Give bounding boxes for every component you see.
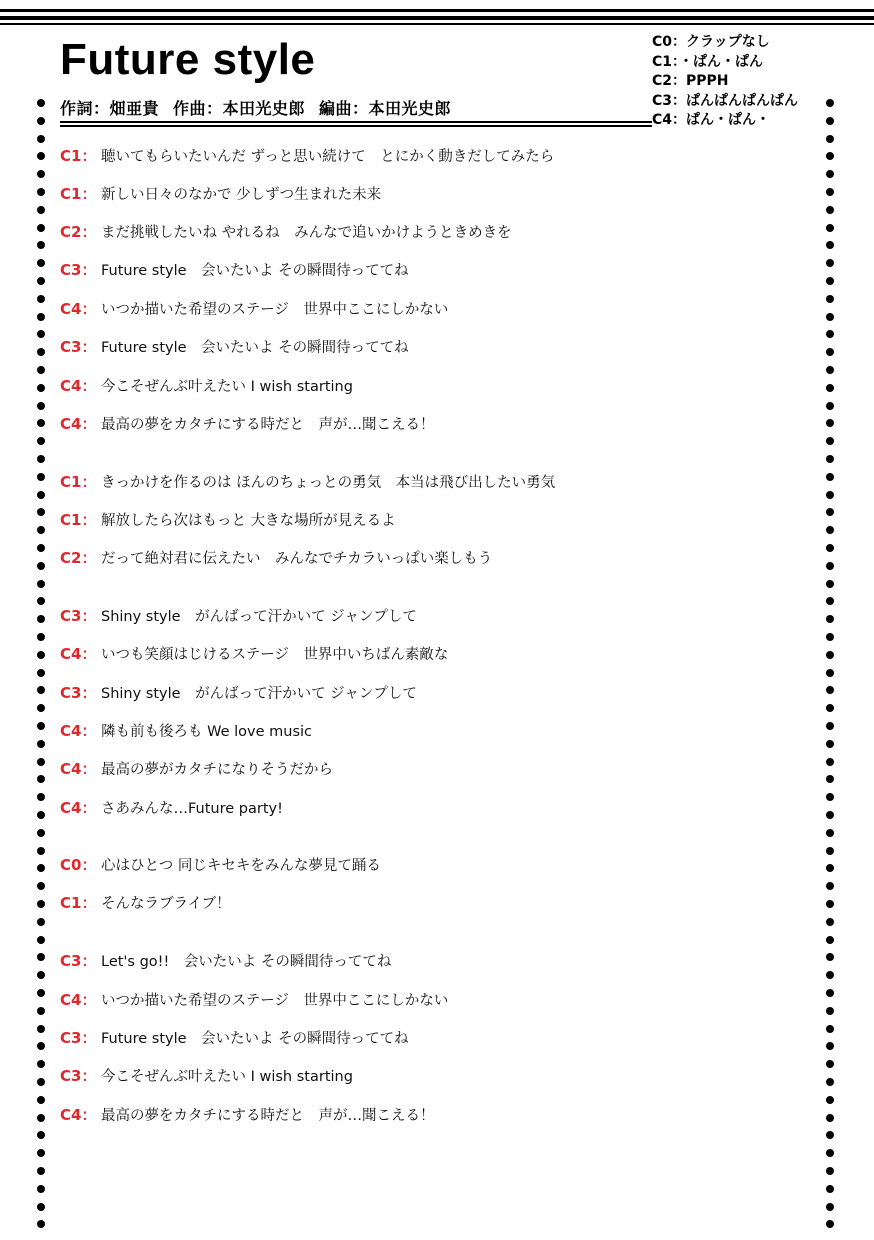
border-dot: [826, 1149, 834, 1157]
lyric-text: Future style 会いたいよ その瞬間待っててね: [101, 340, 409, 356]
lyric-text: きっかけを作るのは ほんのちょっとの勇気 本当は飛び出したい勇気: [101, 475, 556, 491]
border-dot: [826, 152, 834, 160]
border-dot: [37, 1149, 45, 1157]
border-dot: [826, 241, 834, 249]
border-dot: [37, 419, 45, 427]
border-dot: [826, 882, 834, 890]
border-dot: [37, 99, 45, 107]
lyric-line: [60, 719, 312, 743]
border-dot: [37, 669, 45, 677]
border-dot: [37, 241, 45, 249]
border-dot: [826, 989, 834, 997]
call-code: C3：: [60, 1067, 97, 1085]
call-code: C1：: [60, 185, 97, 203]
lyric-line: [60, 853, 381, 877]
call-code: C4：: [60, 1106, 97, 1124]
border-dot: [37, 758, 45, 766]
border-dot: [826, 1185, 834, 1193]
border-dot: [826, 206, 834, 214]
call-code: C3：: [60, 607, 97, 625]
border-dot: [37, 366, 45, 374]
border-dot: [826, 971, 834, 979]
lyric-text: 最高の夢をカタチにする時だと 声が…聞こえる！: [101, 417, 435, 433]
lyric-line: [60, 297, 448, 321]
border-dot: [826, 847, 834, 855]
border-dot: [37, 1220, 45, 1228]
lyric-text: いつか描いた希望のステージ 世界中ここにしかない: [101, 302, 449, 318]
border-dot: [826, 580, 834, 588]
call-code: C3：: [60, 952, 97, 970]
border-dot: [826, 1025, 834, 1033]
lyric-line: [60, 546, 492, 570]
lyric-text: 最高の夢がカタチになりそうだから: [101, 762, 333, 778]
call-code: C4：: [60, 645, 97, 663]
call-code: C1：: [60, 147, 97, 165]
border-dot: [826, 348, 834, 356]
border-dot: [37, 1167, 45, 1175]
call-code: C4：: [60, 377, 97, 395]
border-dot: [37, 918, 45, 926]
call-code: C1：: [60, 511, 97, 529]
border-dot: [826, 117, 834, 125]
border-dot: [37, 1131, 45, 1139]
lyric-line: [60, 1064, 353, 1088]
lyric-text: 新しい日々のなかで 少しずつ生まれた未来: [101, 187, 382, 203]
lyric-text: Let's go!! 会いたいよ その瞬間待っててね: [101, 954, 392, 970]
border-dot: [37, 152, 45, 160]
lyric-text: 今こそぜんぶ叶えたい I wish starting: [101, 1069, 353, 1085]
border-dot: [826, 1096, 834, 1104]
border-dot: [37, 1078, 45, 1086]
border-dot: [826, 811, 834, 819]
border-dot: [37, 953, 45, 961]
lyric-line: [60, 374, 353, 398]
border-dot: [826, 864, 834, 872]
call-code: C4：: [60, 415, 97, 433]
border-dot: [37, 829, 45, 837]
border-dot: [826, 900, 834, 908]
border-dot: [37, 989, 45, 997]
border-dot: [826, 829, 834, 837]
border-dot: [826, 330, 834, 338]
border-dot: [826, 277, 834, 285]
border-dot: [37, 882, 45, 890]
legend-item: C4：ぱん・ぱん・: [652, 112, 771, 128]
lyric-text: 心はひとつ 同じキセキをみんな夢見て踊る: [101, 858, 381, 874]
border-dot: [37, 384, 45, 392]
lyric-text: Future style 会いたいよ その瞬間待っててね: [101, 263, 409, 279]
border-dot: [826, 562, 834, 570]
lyric-text: Future style 会いたいよ その瞬間待っててね: [101, 1031, 409, 1047]
lyric-text: そんなラブライブ！: [101, 896, 231, 912]
border-dot: [37, 135, 45, 143]
border-dot: [826, 1203, 834, 1211]
call-code: C3：: [60, 684, 97, 702]
border-dot: [826, 918, 834, 926]
border-dot: [37, 491, 45, 499]
border-dot: [826, 936, 834, 944]
lyric-line: [60, 182, 381, 206]
border-dot: [37, 1185, 45, 1193]
border-dot: [37, 526, 45, 534]
border-dot: [826, 313, 834, 321]
lyric-text: 隣も前も後ろも We love music: [101, 724, 313, 740]
call-code: C4：: [60, 760, 97, 778]
border-dot: [826, 1131, 834, 1139]
border-dot: [37, 1114, 45, 1122]
song-title: Future style: [60, 35, 316, 84]
lyric-line: [60, 470, 555, 494]
border-dot: [826, 1114, 834, 1122]
border-dot: [37, 1096, 45, 1104]
border-dot: [37, 971, 45, 979]
arranger-credit: 編曲：本田光史郎: [319, 99, 452, 118]
border-dot: [826, 651, 834, 659]
border-dot: [37, 633, 45, 641]
border-dot: [37, 704, 45, 712]
border-dot: [826, 704, 834, 712]
lyric-text: 最高の夢をカタチにする時だと 声が…聞こえる！: [101, 1108, 435, 1124]
lyric-text: さあみんな…Future party!: [101, 801, 283, 817]
border-dot: [826, 1220, 834, 1228]
border-dot: [826, 633, 834, 641]
credits: [60, 96, 451, 119]
border-dot: [826, 455, 834, 463]
lyric-text: 今こそぜんぶ叶えたい I wish starting: [101, 379, 353, 395]
lyric-text: Shiny style がんばって汗かいて ジャンプして: [101, 686, 417, 702]
call-code: C1：: [60, 894, 97, 912]
border-dot: [37, 508, 45, 516]
border-dot: [37, 295, 45, 303]
legend-item: C0：クラップなし: [652, 34, 770, 50]
border-dot: [37, 544, 45, 552]
lyric-text: いつも笑顔はじけるステージ 世界中いちばん素敵な: [101, 647, 449, 663]
border-dot: [826, 1042, 834, 1050]
call-legend: [652, 33, 798, 131]
lyric-line: [60, 988, 448, 1012]
lyric-line: [60, 949, 391, 973]
border-dot: [826, 473, 834, 481]
lyric-text: 聴いてもらいたいんだ ずっと思い続けて とにかく動きだしてみたら: [101, 149, 555, 165]
border-dot: [37, 686, 45, 694]
border-dot: [826, 295, 834, 303]
border-dot: [826, 775, 834, 783]
lyricist-credit: 作詞：畑亜貴: [60, 99, 160, 118]
legend-item: C1：・ぱん・ぱん: [652, 53, 764, 70]
call-code: C3：: [60, 261, 97, 279]
border-dot: [826, 793, 834, 801]
call-code: C2：: [60, 549, 97, 567]
call-code: C0：: [60, 856, 97, 874]
call-code: C3：: [60, 338, 97, 356]
border-dot: [37, 330, 45, 338]
lyric-line: [60, 642, 448, 666]
border-dot: [826, 544, 834, 552]
border-dot: [826, 402, 834, 410]
border-dot: [37, 580, 45, 588]
border-dot: [826, 953, 834, 961]
lyric-line: [60, 508, 396, 532]
border-dot: [37, 259, 45, 267]
lyric-line: [60, 681, 417, 705]
border-dot: [826, 686, 834, 694]
border-dot: [37, 313, 45, 321]
border-dot: [826, 1007, 834, 1015]
call-code: C4：: [60, 799, 97, 817]
border-dot: [826, 419, 834, 427]
lyric-text: だって絶対君に伝えたい みんなでチカラいっぱい楽しもう: [101, 551, 493, 567]
border-dot: [826, 259, 834, 267]
call-code: C3：: [60, 1029, 97, 1047]
lyric-line: [60, 144, 554, 168]
border-dot: [826, 758, 834, 766]
border-dot: [826, 135, 834, 143]
border-dot: [37, 597, 45, 605]
border-dot: [37, 170, 45, 178]
border-dot: [826, 722, 834, 730]
border-dot: [826, 1060, 834, 1068]
legend-item: C3：ぱんぱんぱんぱん: [652, 92, 799, 109]
lyric-text: 解放したら次はもっと 大きな場所が見えるよ: [101, 513, 396, 529]
header-rule-bottom: [60, 125, 652, 127]
border-dot: [826, 615, 834, 623]
border-dot: [37, 740, 45, 748]
border-dot: [37, 473, 45, 481]
border-dot: [37, 811, 45, 819]
border-dot: [37, 936, 45, 944]
left-dot-border: [37, 95, 47, 1235]
border-dot: [826, 170, 834, 178]
lyric-line: [60, 412, 435, 436]
call-code: C4：: [60, 991, 97, 1009]
lyric-text: まだ挑戦したいね やれるね みんなで追いかけようときめきを: [101, 225, 512, 241]
lyric-line: [60, 1026, 409, 1050]
lyric-text: Shiny style がんばって汗かいて ジャンプして: [101, 609, 417, 625]
lyric-line: [60, 757, 333, 781]
border-dot: [826, 188, 834, 196]
border-dot: [37, 900, 45, 908]
border-dot: [826, 224, 834, 232]
border-dot: [826, 526, 834, 534]
border-dot: [37, 722, 45, 730]
lyric-line: [60, 220, 512, 244]
border-dot: [826, 366, 834, 374]
legend-item: C2：PPPH: [652, 73, 729, 89]
header-rule-top: [60, 121, 652, 123]
lyric-line: [60, 335, 409, 359]
border-dot: [37, 651, 45, 659]
border-dot: [37, 1060, 45, 1068]
border-dot: [37, 437, 45, 445]
lyric-text: いつか描いた希望のステージ 世界中ここにしかない: [101, 993, 449, 1009]
border-dot: [37, 348, 45, 356]
call-code: C2：: [60, 223, 97, 241]
border-dot: [37, 1203, 45, 1211]
top-border-rules: [0, 9, 874, 25]
border-dot: [37, 1025, 45, 1033]
border-dot: [37, 402, 45, 410]
border-dot: [37, 206, 45, 214]
border-dot: [37, 188, 45, 196]
lyric-line: [60, 604, 417, 628]
border-dot: [826, 597, 834, 605]
border-dot: [37, 847, 45, 855]
call-code: C4：: [60, 722, 97, 740]
border-dot: [826, 1167, 834, 1175]
border-dot: [826, 99, 834, 107]
border-dot: [826, 384, 834, 392]
border-dot: [37, 117, 45, 125]
call-code: C1：: [60, 473, 97, 491]
border-dot: [37, 1007, 45, 1015]
right-dot-border: [826, 95, 836, 1235]
border-dot: [37, 793, 45, 801]
border-dot: [826, 437, 834, 445]
border-dot: [37, 775, 45, 783]
border-dot: [37, 224, 45, 232]
border-dot: [37, 455, 45, 463]
call-code: C4：: [60, 300, 97, 318]
border-dot: [37, 864, 45, 872]
border-dot: [826, 669, 834, 677]
lyric-line: [60, 258, 409, 282]
lyric-line: [60, 891, 231, 915]
lyric-line: [60, 796, 283, 820]
lyric-line: [60, 1103, 435, 1127]
border-dot: [826, 508, 834, 516]
border-dot: [37, 615, 45, 623]
border-dot: [37, 1042, 45, 1050]
border-dot: [37, 277, 45, 285]
composer-credit: 作曲：本田光史郎: [173, 99, 306, 118]
border-dot: [826, 740, 834, 748]
border-dot: [826, 491, 834, 499]
border-dot: [826, 1078, 834, 1086]
border-dot: [37, 562, 45, 570]
